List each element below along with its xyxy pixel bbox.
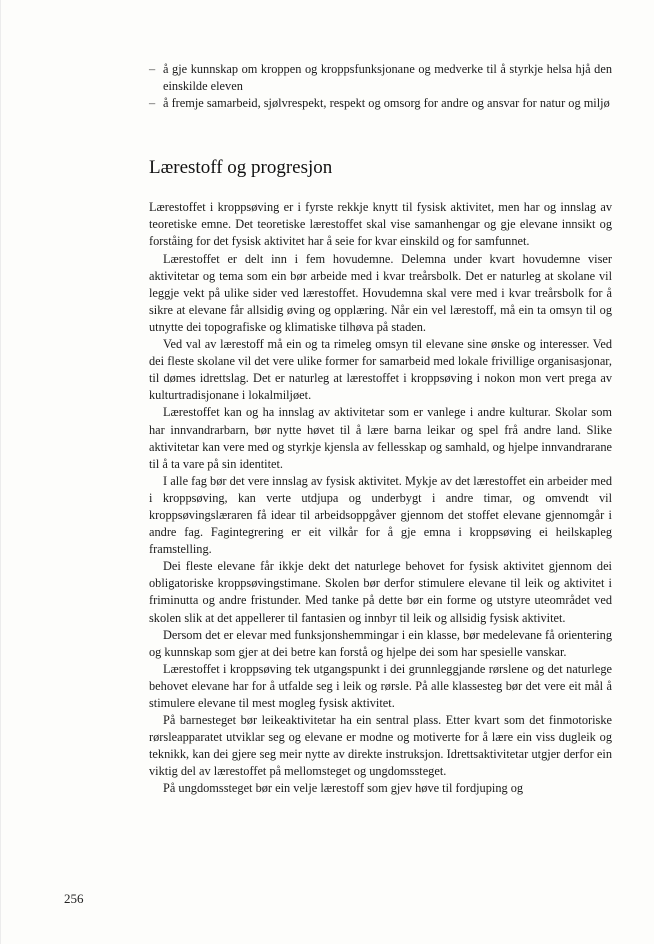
section-heading: Lærestoff og progresjon [149,157,333,179]
paragraph: På ungdomssteget bør ein velje lærestoff som gjev høve til fordjuping og [163,781,524,796]
paragraph: Dersom det er elevar med funksjonshemmingar i ein klasse, bør medelevane få orientering og kunnskap som gjer at dei betre kan forstå og hjelpe dei som har spesielle vanskar. [149,627,612,659]
paragraph: Dei fleste elevane får ikkje dekt det naturlege behovet for fysisk aktivitet gjennom dei obligatoriske kroppsøvingstimane. Skolen bør derfor stimulere elevane til leik og aktivitet i friminutta og andre fristunder. Med tanke på dette bør ein forme og utstyre uteområdet ved skolen slik at det appellerer til fantasien og innbyr til leik og allsidig fysisk aktivitet. [149,559,612,625]
dash-bullet-icon: – [149,96,156,111]
page-number: 256 [64,891,84,906]
paragraph: I alle fag bør det vere innslag av fysisk aktivitet. Mykje av det lærestoffet ein arbeider med i kroppsøving, kan verte utdjupa og underbygt i andre timar, og omvendt vil kroppsøvingslæraren få idear til arbeidsoppgåver gjennom det stoffet elevane gjennomgår i andre fag. Fagintegrering er eit vilkår for å gje emna i kroppsøving ei heilskapleg framstelling. [149,473,612,557]
paragraph: På barnesteget bør leikeaktivitetar ha ein sentral plass. Etter kvart som det finmotoriske rørsleapparatet utviklar seg og elevane er modne og motiverte for å lære ein viss dugleik og teknikk, kan dei gjere seg meir nytte av direkte instruksjon. Idrettsaktivitetar utgjer derfor ein viktig del av lærestoffet på mellomsteget og ungdomssteget. [149,713,612,779]
paragraph: Lærestoffet er delt inn i fem hovudemne. Delemna under kvart hovudemne viser aktivitetar og tema som ein bør arbeide med i kvar treårsbolk. Det er naturleg at skolane vil leggje vekt på ulike sider ved lærestoffet. Hovudemna skal vere med i kvar treårsbolk for å sikre at elevane får allsidig øving og opplæring. Når ein vel lærestoff, må ein ta omsyn til og utnytte dei topografiske og klimatiske tilhøva på staden. [149,251,612,334]
list-item [149,61,612,95]
list-item-text: å gje kunnskap om kroppen og kroppsfunksjonane og medverke til å styrkje helsa hjå den einskilde eleven [163,62,612,94]
paragraph: Lærestoffet kan og ha innslag av aktivitetar som er vanlege i andre kulturar. Skolar som har innvandrarbarn, bør nytte høvet til å lære barna leikar og spel frå andre land. Slike aktivitetar kan vere med og styrkje kjensla av fellesskap og samhald, og hjelpe innvandrarane til å ta vare på sin identitet. [149,405,612,471]
paragraph: Lærestoffet i kroppsøving er i fyrste rekkje knytt til fysisk aktivitet, men har og innslag av teoretiske emne. Det teoretiske lærestoffet skal vise samanhengar og gje elevane innsikt og forståing for det fysisk aktivitet har å seie for kvar einskild og for samfunnet. [149,200,612,249]
paragraph: Lærestoffet i kroppsøving tek utgangspunkt i dei grunnleggjande rørslene og det naturlege behovet elevane har for å utfalde seg i leik og rørsle. På alle klassesteg bør det vere eit mål å stimulere elevane til mest mogleg fysisk aktivitet. [149,661,612,710]
list-item [149,95,612,112]
paragraph: Ved val av lærestoff må ein og ta rimeleg omsyn til elevane sine ønske og interesser. Ved dei fleste skolane vil det vere ulike former for samarbeid med lokale frivillige organisasjonar, til dømes idrettslag. Det er naturleg at lærestoffet i kroppsøving i nokon mon vert prega av kulturtradisjonane i lokalmiljøet. [149,337,612,403]
list-item-text: å fremje samarbeid, sjølvrespekt, respekt og omsorg for andre og ansvar for natur og miljø [163,96,610,111]
goal-list [149,61,612,112]
dash-bullet-icon: – [149,62,156,76]
text-column [149,61,612,798]
